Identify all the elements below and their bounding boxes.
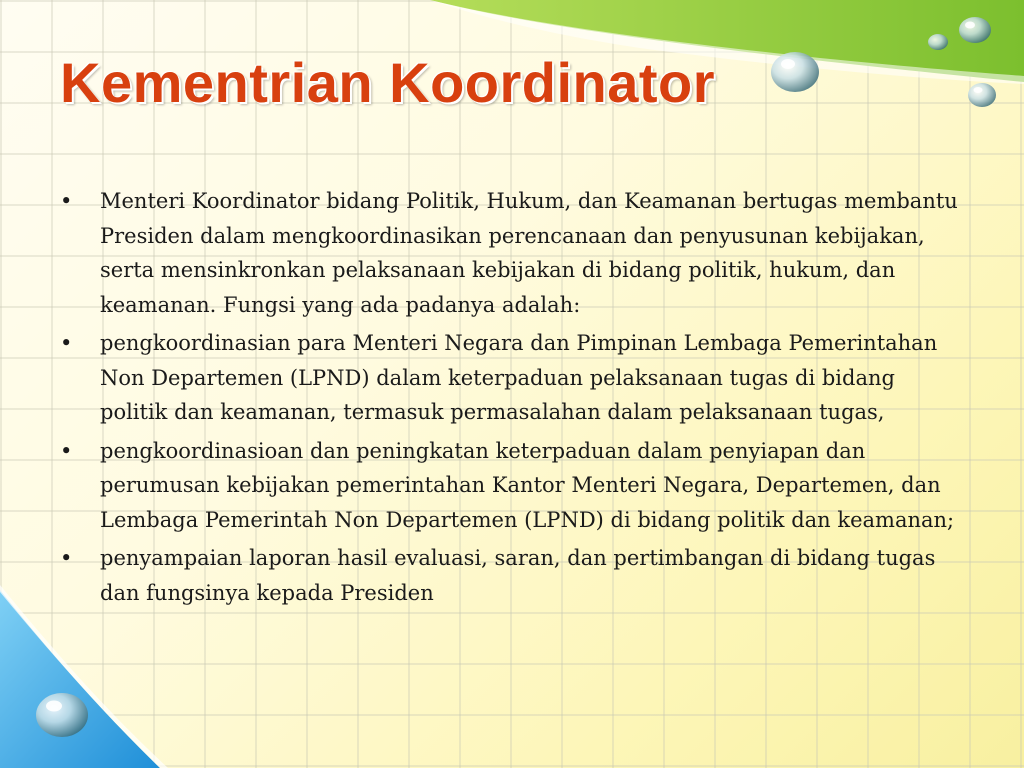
bullet-icon: • <box>60 189 73 213</box>
bullet-icon: • <box>60 546 73 570</box>
water-drop-icon <box>968 83 996 107</box>
bullet-list <box>60 184 960 614</box>
water-drop-icon <box>36 693 88 737</box>
water-drop-icon <box>771 52 819 92</box>
bullet-text: pengkoordinasioan dan peningkatan keterpaduan dalam penyiapan dan perumusan kebijakan pemerintahan Kantor Menteri Negara, Departemen, dan Lembaga Pemerintah Non Departemen (LPND) di bidang politik dan keamanan; <box>100 438 955 532</box>
bullet-text: penyampaian laporan hasil evaluasi, saran, dan pertimbangan di bidang tugas dan fungsinya kepada Presiden <box>100 546 936 605</box>
bullet-text: pengkoordinasian para Menteri Negara dan Pimpinan Lembaga Pemerintahan Non Departemen (LPND) dalam keterpaduan pelaksanaan tugas di bidang politik dan keamanan, termasuk permasalahan dalam pelaksanaan tugas, <box>100 331 938 424</box>
bullet-icon: • <box>60 438 73 463</box>
slide-title: Kementrian Koordinator <box>60 51 716 114</box>
water-drop-icon <box>959 17 991 43</box>
list-item <box>60 326 960 430</box>
list-item <box>60 184 960 322</box>
list-item <box>60 541 960 610</box>
bullet-text: Menteri Koordinator bidang Politik, Hukum, dan Keamanan bertugas membantu Presiden dalam mengkoordinasikan perencanaan dan penyusunan kebijakan, serta mensinkronkan pelaksanaan kebijakan di bidang politik, hukum, dan keamanan. Fungsi yang ada padanya adalah: <box>100 189 958 317</box>
list-item <box>60 434 960 538</box>
bullet-icon: • <box>60 331 73 355</box>
water-drop-icon <box>928 34 948 50</box>
